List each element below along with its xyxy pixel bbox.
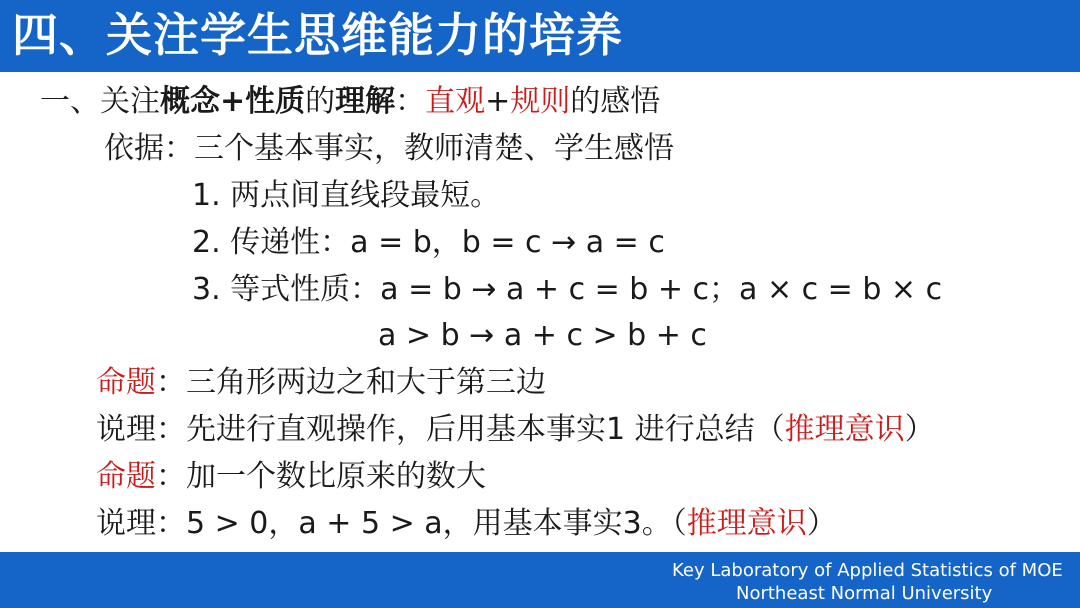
proposition-1: [96, 363, 546, 403]
explanation-end: ）: [904, 412, 935, 447]
explanation-2: [96, 504, 837, 544]
heading-red-rules: 规则: [510, 84, 571, 119]
proposition-label: 命题: [96, 459, 156, 494]
footer-lab-name: Key Laboratory of Applied Statistics of MOE: [672, 560, 1063, 581]
heading-part: ：: [395, 84, 426, 119]
proposition-text: ：三角形两边之和大于第三边: [156, 365, 546, 400]
explanation-text: 说理：5 > 0，a + 5 > a，用基本事实3。（: [96, 506, 687, 541]
heading-part: 一、关注: [40, 84, 160, 119]
heading-line: [40, 82, 660, 122]
heading-bold-concept: 概念+性质: [160, 84, 306, 119]
explanation-text: 说理：先进行直观操作，后用基本事实1 进行总结（: [96, 412, 785, 447]
footer-banner: [0, 552, 1080, 608]
footer-university: Northeast Normal University: [736, 583, 993, 604]
fact-3-continued: a > b → a + c > b + c: [378, 318, 707, 353]
heading-red-intuition: 直观: [425, 84, 486, 119]
reasoning-highlight: 推理意识: [686, 506, 807, 541]
proposition-2: [96, 457, 486, 497]
explanation-1: [96, 410, 935, 450]
heading-part: 的感悟: [570, 84, 661, 119]
heading-part: 的: [305, 84, 336, 119]
fact-1: 1. 两点间直线段最短。: [192, 178, 501, 213]
explanation-end: ）: [806, 506, 837, 541]
heading-bold-understanding: 理解: [335, 84, 396, 119]
basis-line: 依据：三个基本事实，教师清楚、学生感悟: [104, 131, 674, 166]
fact-2: 2. 传递性：a = b，b = c → a = c: [192, 225, 665, 260]
proposition-label: 命题: [96, 365, 156, 400]
fact-3: 3. 等式性质：a = b → a + c = b + c；a × c = b × c: [192, 272, 943, 307]
heading-part: +: [485, 84, 511, 119]
slide-title: 四、关注学生思维能力的培养: [12, 8, 623, 62]
title-banner: [0, 0, 1080, 72]
reasoning-highlight: 推理意识: [784, 412, 905, 447]
proposition-text: ：加一个数比原来的数大: [156, 459, 486, 494]
